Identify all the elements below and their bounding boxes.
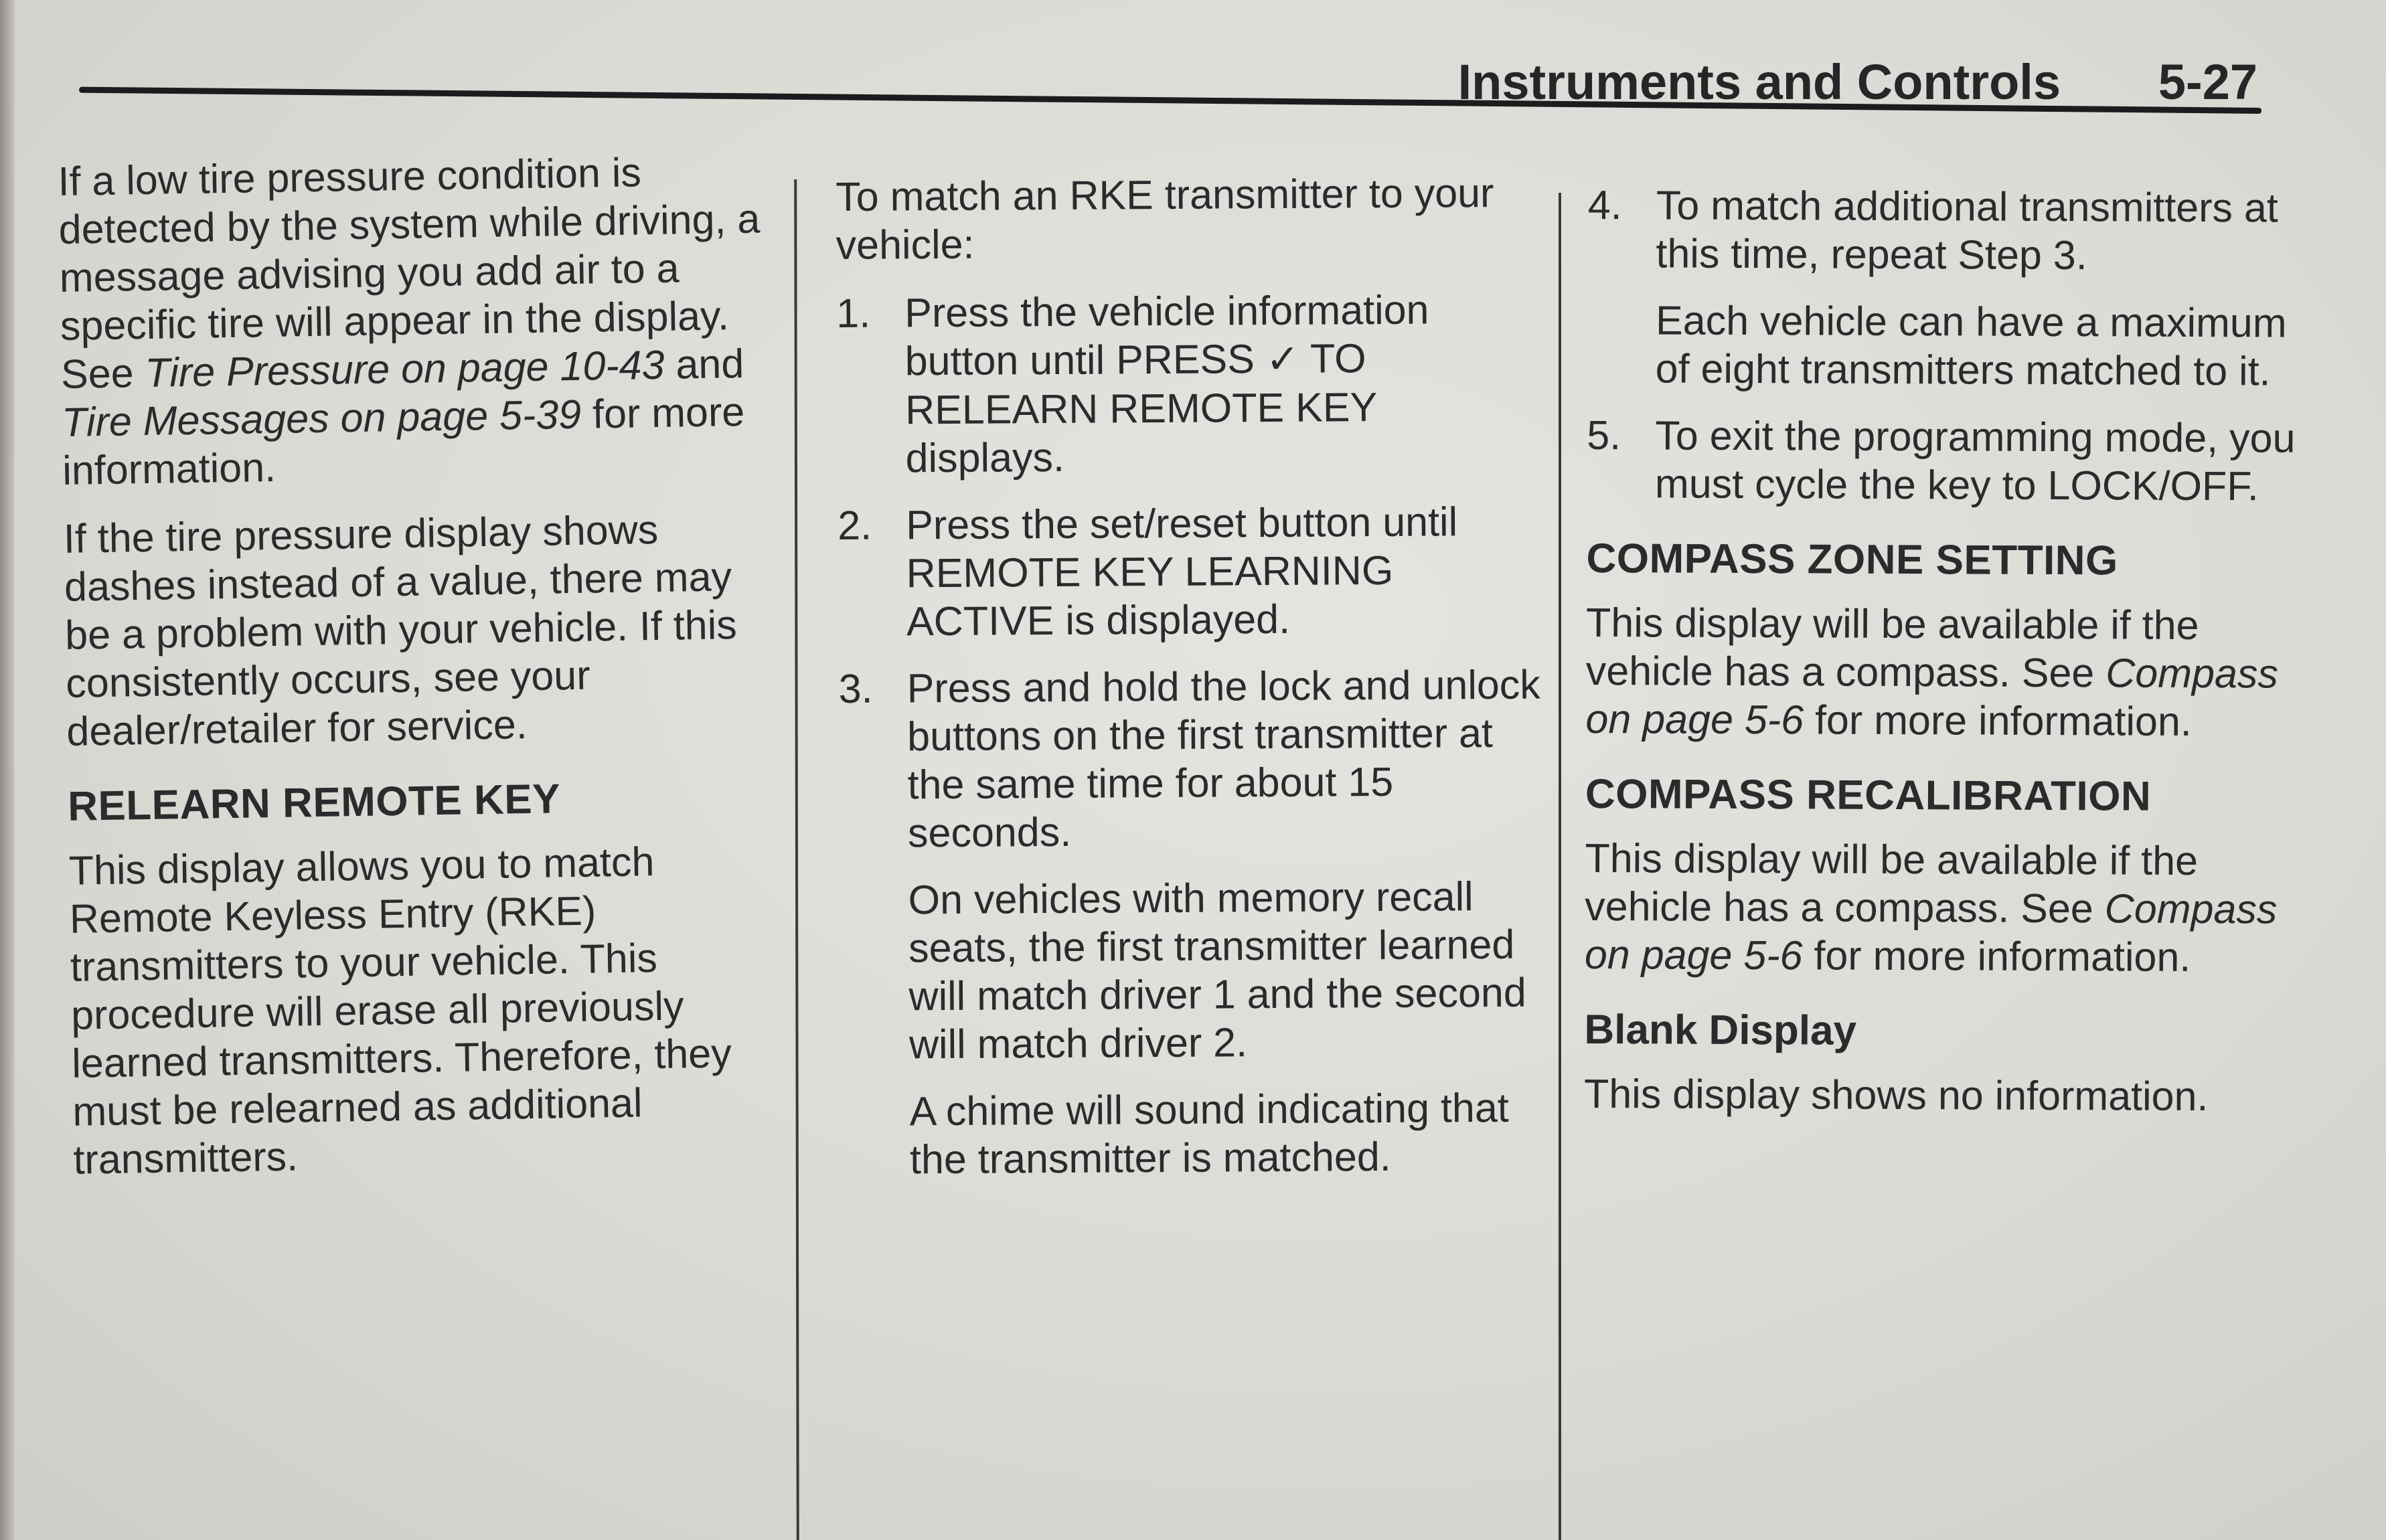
step-number: 4.	[1587, 181, 1622, 228]
compass-recalibration-text: This display will be available if the vehicle has a compass. See Compass on page 5-6 for more information.	[1584, 835, 2278, 980]
column-right	[1584, 181, 2331, 1141]
blank-display-heading: Blank Display	[1584, 1006, 1857, 1054]
page-binding-edge	[0, 0, 15, 1540]
compass-reference: Compass on page 5-6	[1585, 650, 2279, 743]
memory-seats-note: On vehicles with memory recall seats, the first transmitter learned will match driver 1 and the second will match driver 2.	[908, 873, 1526, 1067]
compass-zone-text: This display will be available if the vehicle has a compass. See Compass on page 5-6 for more information.	[1585, 599, 2279, 744]
rke-steps-continued	[1587, 181, 2331, 280]
step-5: 5. To exit the programming mode, you must cycle the key to LOCK/OFF.	[1587, 412, 2296, 509]
tire-pressure-reference: Tire Pressure on page 10-43	[145, 341, 665, 396]
checkmark-icon: ✓	[1265, 336, 1300, 382]
compass-reference: Compass on page 5-6	[1584, 885, 2278, 978]
rke-steps	[836, 285, 1549, 857]
step-number: 1.	[836, 290, 871, 336]
relearn-remote-key-heading: RELEARN REMOTE KEY	[67, 776, 561, 830]
page-number: 5-27	[2158, 54, 2257, 110]
column-divider	[1559, 193, 1561, 1540]
section-title: Instruments and Controls	[1457, 54, 2061, 110]
column-middle	[836, 169, 1551, 1203]
tire-dashes-paragraph: If the tire pressure display shows dashes instead of a value, there may be a problem with your vehicle. If this consistently occurs, see your dealer/retailer for service.	[63, 506, 738, 754]
relearn-remote-key-text: This display allows you to match Remote Keyless Entry (RKE) transmitters to your vehicle. This procedure will erase all previously learned transmitters. Therefore, they must be relearned as additional transmitters.	[68, 839, 732, 1183]
compass-recalibration-heading: COMPASS RECALIBRATION	[1585, 770, 2152, 820]
max-transmitters-note: Each vehicle can have a maximum of eight transmitters matched to it.	[1655, 297, 2287, 394]
step-number: 5.	[1587, 412, 1621, 458]
step-3: 3. Press and hold the lock and unlock buttons on the first transmitter at the same time for about 15 seconds.	[838, 661, 1541, 856]
tire-messages-reference: Tire Messages on page 5-39	[61, 391, 582, 445]
step-1: 1. Press the vehicle information button until PRESS ✓ TO RELEARN REMOTE KEY displays.	[836, 286, 1429, 481]
step-number: 2.	[838, 502, 872, 548]
blank-display-text: This display shows no information.	[1583, 1070, 2209, 1120]
column-divider	[794, 179, 799, 1540]
rke-intro: To match an RKE transmitter to your vehicle:	[836, 169, 1494, 268]
column-left	[58, 146, 797, 1204]
step-4: 4. To match additional transmitters at this time, repeat Step 3.	[1587, 181, 2278, 278]
chime-note: A chime will sound indicating that the transmitter is matched.	[909, 1084, 1509, 1183]
tire-pressure-paragraph: If a low tire pressure condition is detected by the system while driving, a message advising you add air to a specific tire will appear in the display. See Tire Pressure on page 10-43 and Tire Messages on page 5-39 for more information.	[58, 149, 761, 493]
compass-zone-heading: COMPASS ZONE SETTING	[1586, 535, 2118, 584]
step-2: 2. Press the set/reset button until REMOTE KEY LEARNING ACTIVE is displayed.	[838, 499, 1458, 645]
step-number: 3.	[838, 665, 873, 711]
page-header	[79, 48, 2261, 122]
